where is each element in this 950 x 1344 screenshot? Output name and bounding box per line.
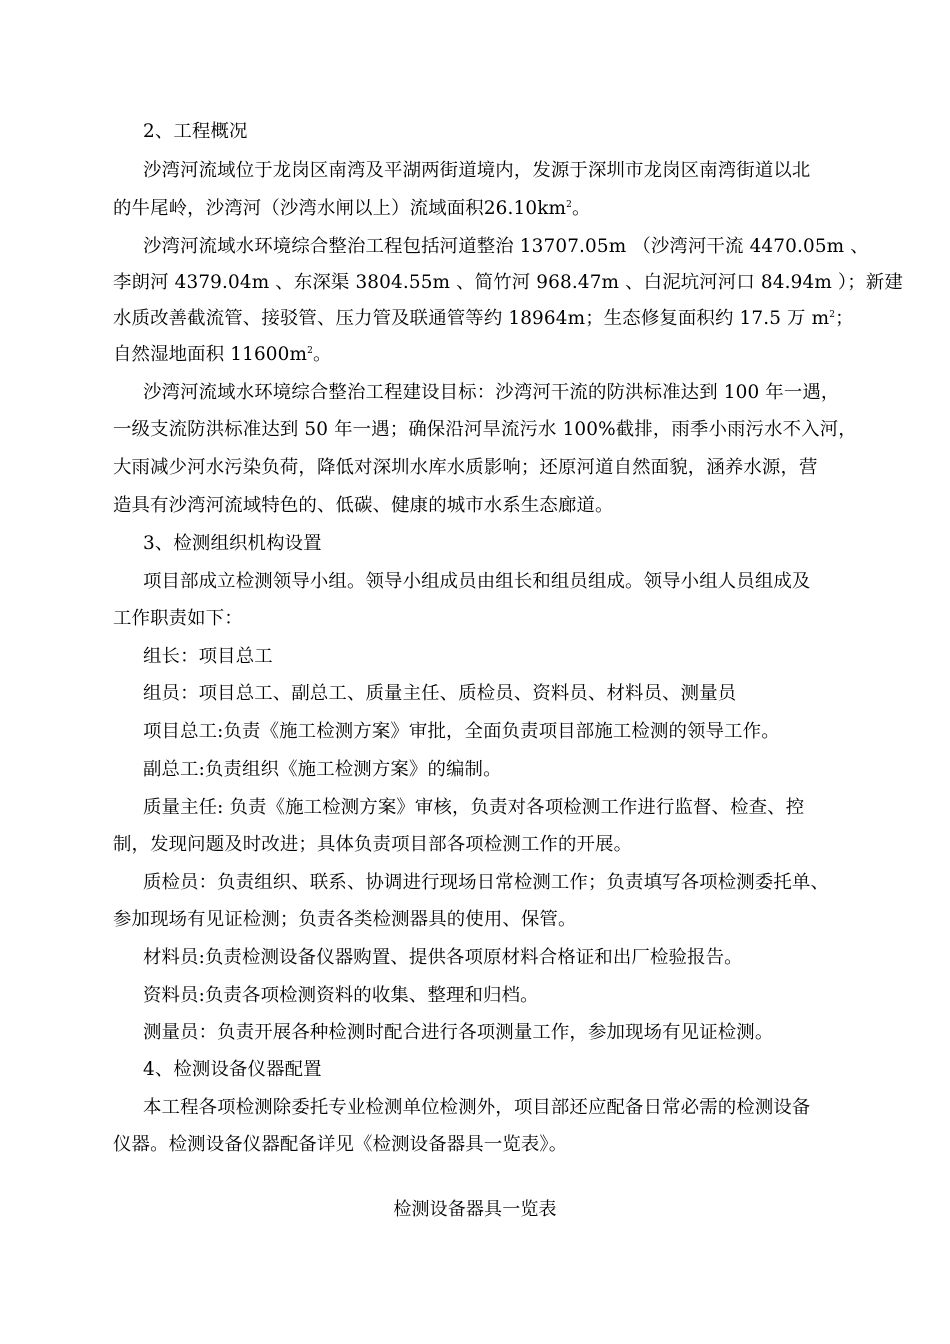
p4-line-2: 工作职责如下： bbox=[113, 608, 243, 629]
documents-duty: 资料员:负责各项检测资料的收集、整理和归档。 bbox=[143, 985, 539, 1006]
deputy-engineer-duty: 副总工:负责组织《施工检测方案》的编制。 bbox=[143, 759, 502, 780]
p1-line-1: 沙湾河流域位于龙岗区南湾及平湖两街道境内，发源于深圳市龙岗区南湾街道以北 bbox=[143, 160, 811, 181]
p4-line-1: 项目部成立检测领导小组。领导小组成员由组长和组员组成。领导小组人员组成及 bbox=[143, 571, 811, 592]
surveyor-duty: 测量员：负责开展各种检测时配合进行各项测量工作，参加现场有见证检测。 bbox=[143, 1022, 774, 1043]
section-2-heading: 2、工程概况 bbox=[143, 121, 248, 142]
inspector-line-1: 质检员：负责组织、联系、协调进行现场日常检测工作；负责填写各项检测委托单、 bbox=[143, 872, 830, 893]
section-3-heading: 3、检测组织机构设置 bbox=[143, 533, 322, 554]
p1-line-2-superscript: 2 bbox=[566, 199, 572, 210]
p2-line-3 bbox=[113, 307, 854, 331]
p1-line-2 bbox=[113, 197, 591, 221]
p2-line-1: 沙湾河流域水环境综合整治工程包括河道整治 13707.05m （沙湾河干流 4470.05m 、 bbox=[143, 236, 869, 257]
chief-engineer-duty: 项目总工:负责《施工检测方案》审批，全面负责项目部施工检测的领导工作。 bbox=[143, 721, 780, 742]
p2-line-2: 李朗河 4379.04m 、东深渠 3804.55m 、简竹河 968.47m 、白泥坑河河口 84.94m ）；新建 bbox=[113, 272, 903, 293]
p3-line-1: 沙湾河流域水环境综合整治工程建设目标：沙湾河干流的防洪标准达到 100 年一遇， bbox=[143, 382, 840, 403]
p3-line-4: 造具有沙湾河流域特色的、低碳、健康的城市水系生态廊道。 bbox=[113, 495, 614, 516]
leader-line: 组长：项目总工 bbox=[143, 646, 273, 667]
p2-line-4-text: 自然湿地面积 11600m bbox=[113, 344, 308, 365]
quality-director-line-1: 质量主任: 负责《施工检测方案》审核，负责对各项检测工作进行监督、检查、控 bbox=[143, 797, 805, 818]
p2-line-4-tail: 。 bbox=[312, 344, 332, 365]
p2-line-4 bbox=[113, 343, 332, 367]
p3-line-3: 大雨减少河水污染负荷，降低对深圳水库水质影响；还原河道自然面貌，涵养水源，营 bbox=[113, 457, 818, 478]
p1-line-2-text: 的牛尾岭，沙湾河（沙湾水闸以上）流域面积26.10km bbox=[113, 198, 567, 219]
p2-line-3-text: 水质改善截流管、接驳管、压力管及联通管等约 18964m；生态修复面积约 17.5 万 m bbox=[113, 308, 830, 329]
section-4-heading: 4、检测设备仪器配置 bbox=[143, 1059, 322, 1080]
table-title: 检测设备器具一览表 bbox=[393, 1199, 557, 1220]
members-line: 组员：项目总工、副总工、质量主任、质检员、资料员、材料员、测量员 bbox=[143, 683, 737, 704]
p5-line-1: 本工程各项检测除委托专业检测单位检测外，项目部还应配备日常必需的检测设备 bbox=[143, 1097, 811, 1118]
p5-line-2: 仪器。检测设备仪器配备详见《检测设备器具一览表》。 bbox=[113, 1134, 568, 1155]
p3-line-2: 一级支流防洪标准达到 50 年一遇；确保沿河旱流污水 100%截排，雨季小雨污水不入河， bbox=[113, 419, 857, 440]
quality-director-line-2: 制，发现问题及时改进；具体负责项目部各项检测工作的开展。 bbox=[113, 834, 633, 855]
p1-line-2-tail: 。 bbox=[572, 198, 591, 219]
p2-line-4-superscript: 2 bbox=[307, 345, 313, 356]
inspector-line-2: 参加现场有见证检测；负责各类检测器具的使用、保管。 bbox=[113, 909, 577, 930]
p2-line-3-superscript: 2 bbox=[829, 309, 836, 320]
materials-duty: 材料员:负责检测设备仪器购置、提供各项原材料合格证和出厂检验报告。 bbox=[143, 947, 743, 968]
p2-line-3-tail: ； bbox=[835, 308, 854, 329]
